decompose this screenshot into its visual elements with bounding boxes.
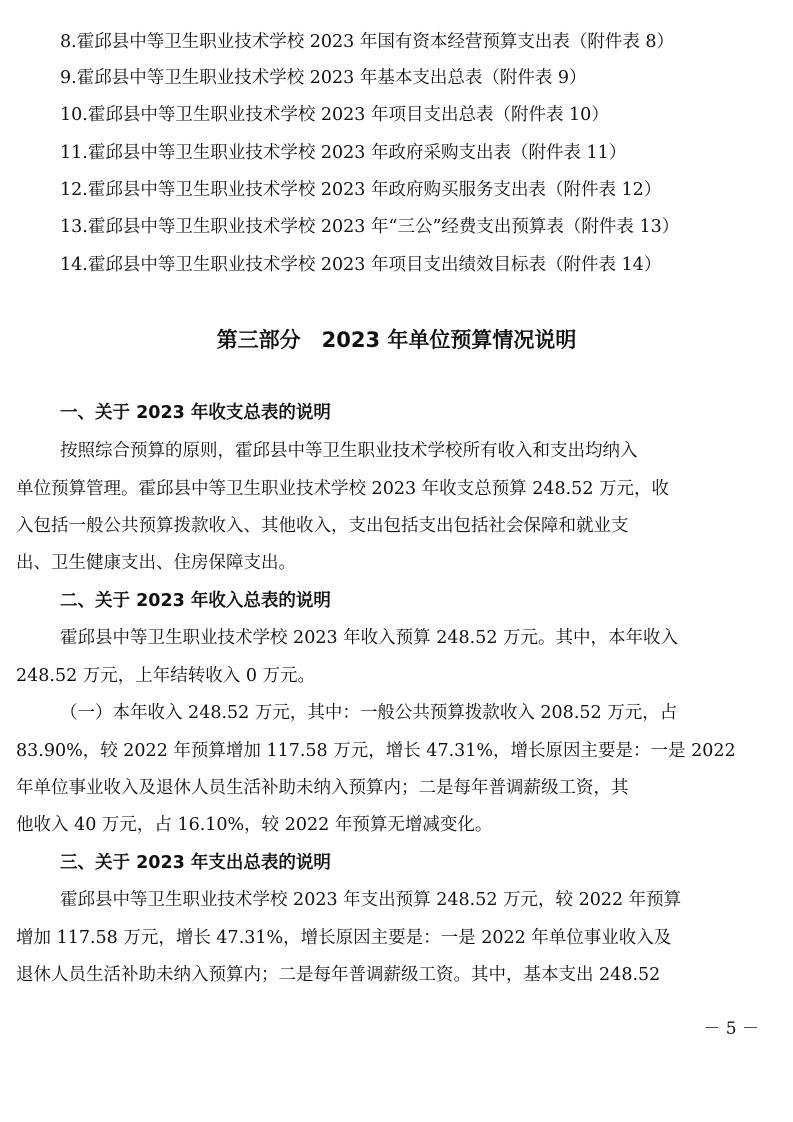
- paragraph-line: 按照综合预算的原则，霍邱县中等卫生职业技术学校所有收入和支出均纳入: [60, 441, 638, 461]
- paragraph-line: 退休人员生活补助未纳入预算内；二是每年普调薪级工资。其中，基本支出 248.52: [16, 965, 661, 985]
- section-title: 一、关于 2023 年收支总表的说明: [60, 403, 331, 423]
- paragraph-line: 入包括一般公共预算拨款收入、其他收入，支出包括支出包括社会保障和就业支: [16, 516, 629, 536]
- paragraph-line: （一）本年收入 248.52 万元，其中：一般公共预算拨款收入 208.52 万元，占: [60, 703, 678, 723]
- toc-item: 13.霍邱县中等卫生职业技术学校 2023 年“三公”经费支出预算表（附件表 13）: [60, 217, 680, 237]
- paragraph-line: 248.52 万元，上年结转收入 0 万元。: [16, 666, 316, 686]
- paragraph-line: 单位预算管理。霍邱县中等卫生职业技术学校 2023 年收支总预算 248.52 万元，收: [16, 479, 670, 499]
- toc-item: 14.霍邱县中等卫生职业技术学校 2023 年项目支出绩效目标表（附件表 14）: [60, 255, 662, 275]
- toc-item: 12.霍邱县中等卫生职业技术学校 2023 年政府购买服务支出表（附件表 12）: [60, 180, 662, 200]
- page-number: － 5 －: [703, 1019, 759, 1039]
- toc-item: 11.霍邱县中等卫生职业技术学校 2023 年政府采购支出表（附件表 11）: [60, 143, 627, 163]
- paragraph-line: 霍邱县中等卫生职业技术学校 2023 年收入预算 248.52 万元。其中，本年收入: [60, 628, 679, 648]
- paragraph-line: 增加 117.58 万元，增长 47.31%，增长原因主要是：一是 2022 年单位事业收入及: [16, 928, 672, 948]
- section-title: 三、关于 2023 年支出总表的说明: [60, 853, 331, 873]
- paragraph-line: 83.90%，较 2022 年预算增加 117.58 万元，增长 47.31%，增长原因主要是：一是 2022: [16, 741, 736, 761]
- paragraph-line: 年单位事业收入及退休人员生活补助未纳入预算内；二是每年普调薪级工资，其: [16, 778, 629, 798]
- section-title: 二、关于 2023 年收入总表的说明: [60, 591, 331, 611]
- paragraph-line: 出、卫生健康支出、住房保障支出。: [16, 553, 296, 573]
- part-heading: 第三部分 2023 年单位预算情况说明: [216, 328, 577, 352]
- toc-item: 8.霍邱县中等卫生职业技术学校 2023 年国有资本经营预算支出表（附件表 8）: [60, 32, 675, 52]
- paragraph-line: 他收入 40 万元，占 16.10%，较 2022 年预算无增减变化。: [16, 815, 493, 835]
- toc-item: 10.霍邱县中等卫生职业技术学校 2023 年项目支出总表（附件表 10）: [60, 105, 609, 125]
- paragraph-line: 霍邱县中等卫生职业技术学校 2023 年支出预算 248.52 万元，较 2022 年预算: [60, 890, 682, 910]
- toc-item: 9.霍邱县中等卫生职业技术学校 2023 年基本支出总表（附件表 9）: [60, 68, 587, 88]
